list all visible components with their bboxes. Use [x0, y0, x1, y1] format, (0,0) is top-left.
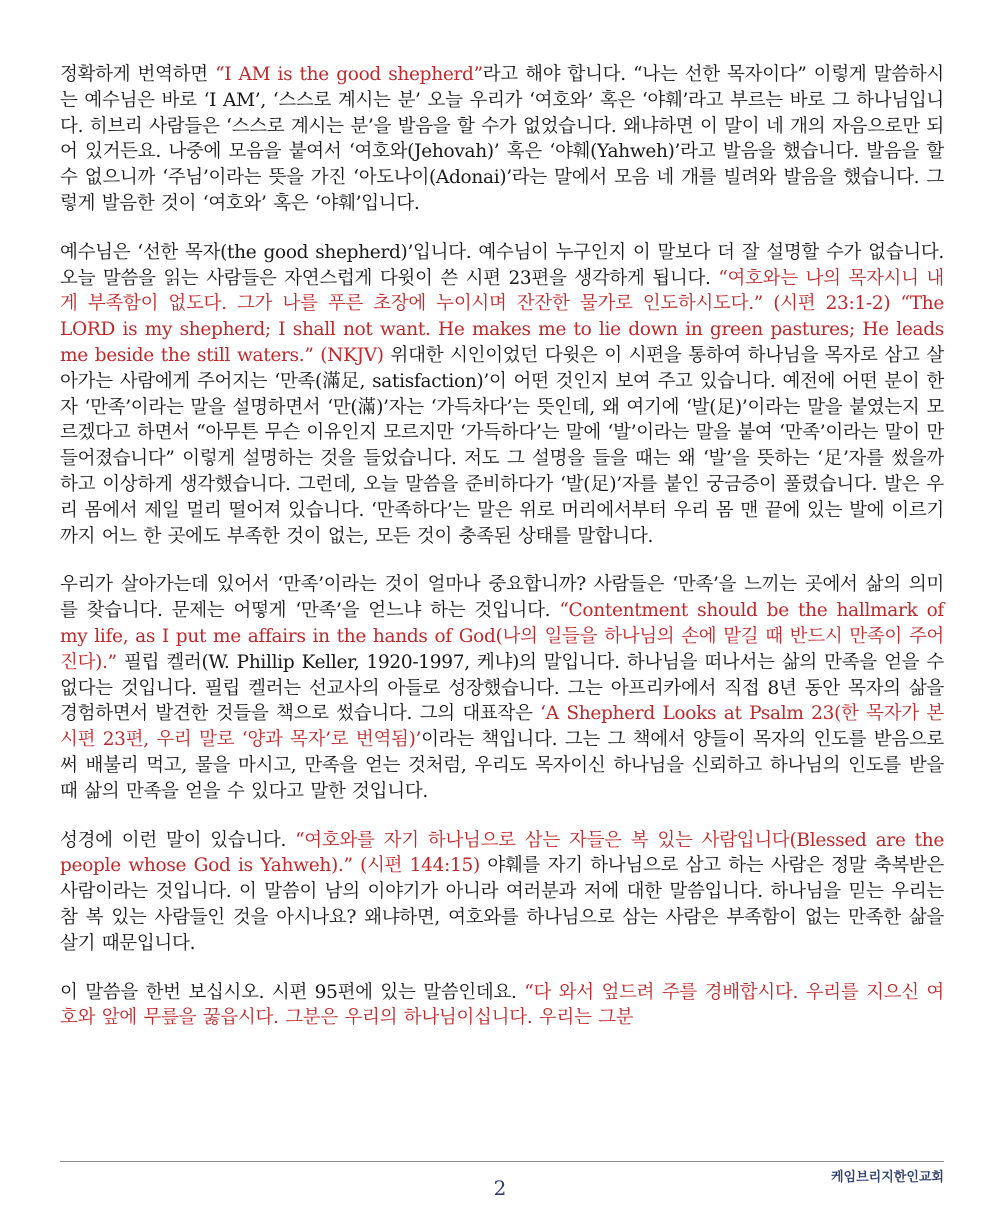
- quote-run: “다 와서 엎드려 주를 경배합시다. 우리를 지으신 여호와 앞에 무릎을 꿇읍시다. 그분은 우리의 하나님이십니다. 우리는 그분: [60, 981, 944, 1029]
- text-run: 이라는 책입니다. 그는 그 책에서 양들이 목자의 인도를 받음으로써 배불리 먹고, 물을 마시고, 만족을 얻는 것처럼, 우리도 목자이신 하나님을 신뢰하고 하나님의 인도를 받을 때 삶의 만족을 얻을 수 있다고 말한 것입니다.: [60, 729, 945, 802]
- paragraph-1: [60, 62, 944, 217]
- paragraph-3: [60, 572, 944, 804]
- text-run: 정확하게 번역하면: [60, 64, 216, 85]
- church-name: 케임브리지한인교회: [830, 1170, 944, 1185]
- footer-divider: [60, 1161, 944, 1162]
- quote-run: “여호와는 나의 목자시니 내게 부족함이 없도다. 그가 나를 푸른 초장에 누이시며 잔잔한 물가로 인도하시도다.” (시편 23:1-2) “The LORD is my shepherd; I shall not want. He makes me to lie down in green pastures; He leads me beside the still waters.” (NKJV): [60, 267, 944, 366]
- body-text: [60, 62, 944, 1054]
- paragraph-4: [60, 828, 944, 957]
- quote-run: ‘A Shepherd Looks at Psalm 23(한 목자가 본 시편 23편, 우리 말로 ‘양과 목자’로 번역됨)’: [60, 703, 944, 751]
- text-run: 야훼를 자기 하나님으로 삼고 하는 사람은 정말 축복받은 사람이라는 것입니다. 이 말씀이 남의 이야기가 아니라 여러분과 저에 대한 말씀입니다. 하나님을 믿는 우리는 참 복 있는 사람들인 것을 아시나요? 왜냐하면, 여호와를 하나님으로 삼는 사람은 부족함이 없는 만족한 삶을 살기 때문입니다.: [60, 855, 945, 954]
- text-run: 필립 켈러(W. Phillip Keller, 1920-1997, 케냐)의 말입니다. 하나님을 떠나서는 삶의 만족을 얻을 수 없다는 것입니다. 필립 켈러는 선교사의 아들로 성장했습니다. 그는 아프리카에서 직접 8년 동안 목자의 삶을 경험하면서 발견한 것들을 책으로 썼습니다. 그의 대표작은: [60, 651, 944, 725]
- text-run: 위대한 시인이었던 다윗은 이 시편을 통하여 하나님을 목자로 삼고 살아가는 사람에게 주어지는 ‘만족(滿足, satisfaction)’이 어떤 것인지 보여 주고 있습니다. 예전에 어떤 분이 한자 ‘만족’이라는 말을 설명하면서 ‘만(滿)’자는 ‘가득차다’는 뜻인데, 왜 여기에 ‘발(足)’이라는 말을 붙였는지 모르겠다고 하면서 “아무튼 무슨 이유인지 모르지만 ‘가득하다’는 말에 ‘발’이라는 말을 붙여 ‘만족’이라는 말이 만들어졌습니다” 이렇게 설명하는 것을 들었습니다. 저도 그 설명을 들을 때는 왜 ‘발’을 뜻하는 ‘足’자를 썼을까 하고 이상하게 생각했습니다. 그런데, 오늘 말씀을 준비하다가 ‘발(足)’자를 붙인 궁금증이 풀렸습니다. 발은 우리 몸에서 제일 멀리 떨어져 있습니다. ‘만족하다’는 말은 위로 머리에서부터 우리 몸 맨 끝에 있는 발에 이르기까지 어느 한 곳에도 부족한 것이 없는, 모든 것이 충족된 상태를 말합니다.: [60, 344, 944, 547]
- quote-run: “Contentment should be the hallmark of my life, as I put me affairs in the hands of God(나의 일들을 하나님의 손에 맡길 때 반드시 만족이 주어진다).”: [60, 600, 944, 673]
- text-run: 라고 해야 합니다. “나는 선한 목자이다” 이렇게 말씀하시는 예수님은 바로 ‘I AM’, ‘스스로 계시는 분’ 오늘 우리가 ‘여호와’ 혹은 ‘야훼’라고 부르는 바로 그 하나님입니다. 히브리 사람들은 ‘스스로 계시는 분’을 발음을 할 수가 없었습니다. 왜냐하면 이 말이 네 개의 자음으로만 되어 있거든요. 나중에 모음을 붙여서 ‘여호와(Jehovah)’ 혹은 ‘야훼(Yahweh)’라고 발음을 했습니다. 발음을 할 수 없으니까 ‘주님’이라는 뜻을 가진 ‘아도나이(Adonai)’라는 말에서 모음 네 개를 빌려와 발음을 했습니다. 그렇게 발음한 것이 ‘여호와’ 혹은 ‘야훼’입니다.: [60, 64, 945, 214]
- text-run: 성경에 이런 말이 있습니다.: [60, 829, 296, 851]
- text-run: 이 말씀을 한번 보십시오. 시편 95편에 있는 말씀인데요.: [60, 981, 525, 1003]
- text-run: 예수님은 ‘선한 목자(the good shepherd)’입니다. 예수님이 누구인지 이 말보다 더 잘 설명할 수가 없습니다. 오늘 말씀을 읽는 사람들은 자연스럽게 다윗이 쓴 시편 23편을 생각하게 됩니다.: [60, 241, 944, 289]
- paragraph-5: [60, 980, 944, 1032]
- quote-run: “I AM is the good shepherd”: [215, 64, 483, 85]
- text-run: 우리가 살아가는데 있어서 ‘만족’이라는 것이 얼마나 중요합니까? 사람들은 ‘만족’을 느끼는 곳에서 삶의 의미를 찾습니다. 문제는 어떻게 ‘만족’을 얻느냐 하는 것입니다.: [60, 574, 944, 622]
- page-number: 2: [493, 1176, 507, 1200]
- paragraph-2: [60, 240, 944, 550]
- quote-run: “여호와를 자기 하나님으로 삼는 자들은 복 있는 사람입니다(Blessed are the people whose God is Yahweh).” (시편 144:15): [60, 829, 944, 877]
